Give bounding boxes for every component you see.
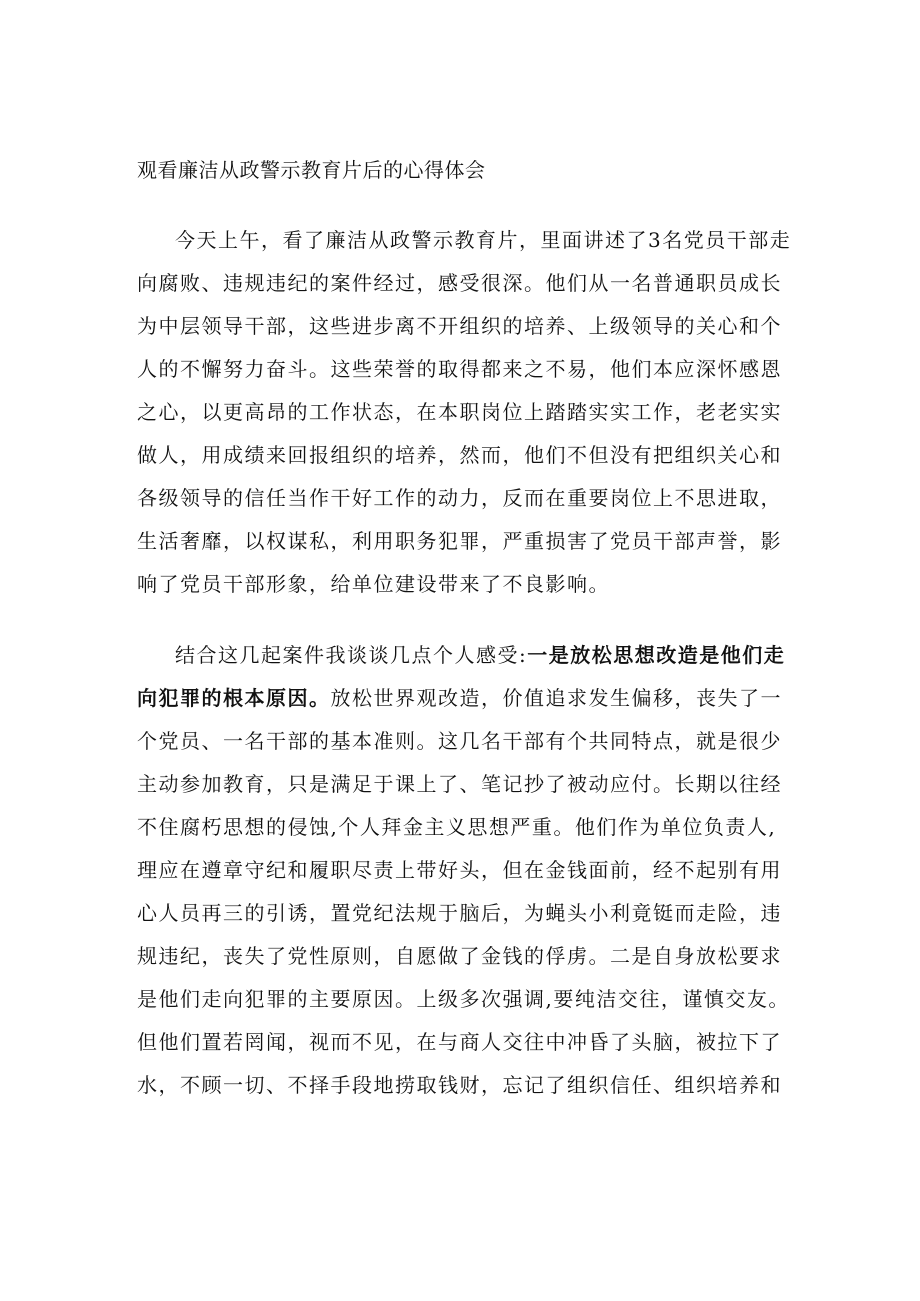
paragraph-1-line-7: 各级领导的信任当作干好工作的动力，反而在重要岗位上不思进取， <box>137 486 782 510</box>
paragraph-2-intro: 结合这几起案件我谈谈几点个人感受: <box>175 643 528 667</box>
paragraph-1-line-4: 人的不懈努力奋斗。这些荣誉的取得都来之不易，他们本应深怀感恩 <box>137 357 782 381</box>
paragraph-1-line-6: 做人，用成绩来回报组织的培养，然而，他们不但没有把组织关心和 <box>137 443 782 467</box>
paragraph-1-line-2: 向腐败、违规违纪的案件经过，感受很深。他们从一名普通职员成长 <box>137 271 782 295</box>
paragraph-2-line-5: 不住腐朽思想的侵蚀,个人拜金主义思想严重。他们作为单位负责人, <box>137 815 777 839</box>
paragraph-2-line-2-text: 放松世界观改造，价值追求发生偏移，丧失了一 <box>330 686 782 710</box>
paragraph-2-point-1-heading-end: 向犯罪的根本原因。 <box>137 686 331 710</box>
paragraph-2-line-10: 但他们置若罔闻，视而不见，在与商人交往中冲昏了头脑，被拉下了 <box>137 1030 782 1054</box>
paragraph-2-line-9: 是他们走向犯罪的主要原因。上级多次强调,要纯洁交往，谨慎交友。 <box>137 987 790 1011</box>
document-title: 观看廉洁从政警示教育片后的心得体会 <box>137 158 486 182</box>
paragraph-2-line-8: 规违纪，丧失了党性原则，自愿做了金钱的俘虏。二是自身放松要求 <box>137 944 782 968</box>
paragraph-1-line-8: 生活奢靡，以权谋私，利用职务犯罪，严重损害了党员干部声誉，影 <box>137 529 782 553</box>
paragraph-2-line-6: 理应在遵章守纪和履职尽责上带好头，但在金钱面前，经不起别有用 <box>137 858 782 882</box>
paragraph-2-line-1 <box>175 640 785 670</box>
paragraph-2-point-1-heading: 一是放松思想改造是他们走 <box>527 643 786 667</box>
paragraph-1-line-1: 今天上午，看了廉洁从政警示教育片，里面讲述了3名党员干部走 <box>175 228 792 252</box>
paragraph-1-line-3: 为中层领导干部，这些进步离不开组织的培养、上级领导的关心和个 <box>137 314 782 338</box>
paragraph-2-line-3: 个党员、一名干部的基本准则。这几名干部有个共同特点，就是很少 <box>137 729 782 753</box>
paragraph-1-line-5: 之心，以更高昂的工作状态，在本职岗位上踏踏实实工作，老老实实 <box>137 400 782 424</box>
paragraph-1-line-9: 响了党员干部形象，给单位建设带来了不良影响。 <box>137 572 610 596</box>
paragraph-2-line-11: 水，不顾一切、不择手段地捞取钱财，忘记了组织信任、组织培养和 <box>137 1073 782 1097</box>
paragraph-2-line-7: 心人员再三的引诱，置党纪法规于脑后，为蝇头小利竟铤而走险，违 <box>137 901 782 925</box>
paragraph-2-line-2 <box>137 683 782 713</box>
paragraph-2-line-4: 主动参加教育，只是满足于课上了、笔记抄了被动应付。长期以往经 <box>137 772 782 796</box>
